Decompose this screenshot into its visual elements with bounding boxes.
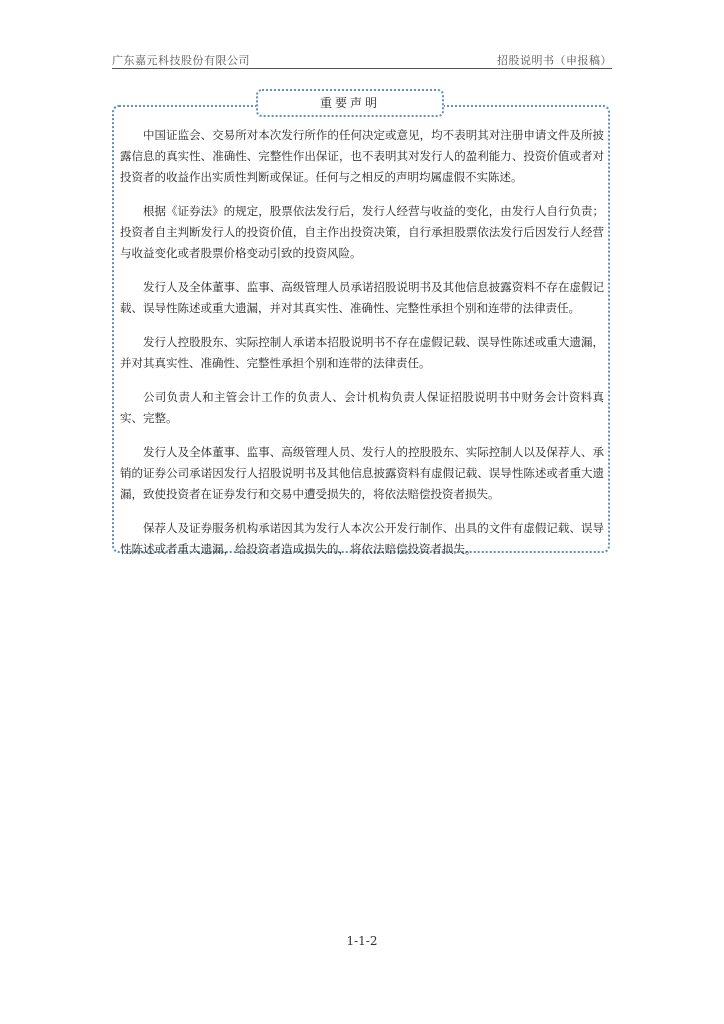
notice-paragraph: 根据《证券法》的规定，股票依法发行后，发行人经营与收益的变化，由发行人自行负责；投资者自主判断发行人的投资价值，自主作出投资决策，自行承担股票依法发行后因发行人经营与收益变化或者股票价格变动引致的投资风险。 — [120, 204, 604, 260]
document-title: 招股说明书（申报稿） — [497, 54, 612, 67]
company-name: 广东嘉元科技股份有限公司 — [112, 54, 250, 67]
notice-paragraph: 保荐人及证券服务机构承诺因其为发行人本次公开发行制作、出具的文件有虚假记载、误导性陈述或者重大遗漏，给投资者造成损失的，将依法赔偿投资者损失。 — [120, 521, 604, 556]
notice-paragraph: 发行人及全体董事、监事、高级管理人员、发行人的控股股东、实际控制人以及保荐人、承销的证券公司承诺因发行人招股说明书及其他信息披露资料有虚假记载、误导性陈述或者重大遗漏，致使投资者在证券发行和交易中遭受损失的，将依法赔偿投资者损失。 — [120, 445, 604, 501]
page-header — [112, 50, 612, 69]
notice-paragraph: 发行人及全体董事、监事、高级管理人员承诺招股说明书及其他信息披露资料不存在虚假记载、误导性陈述或重大遗漏，并对其真实性、准确性、完整性承担个别和连带的法律责任。 — [120, 280, 604, 315]
notice-paragraph: 公司负责人和主管会计工作的负责人、会计机构负责人保证招股说明书中财务会计资料真实、完整。 — [120, 390, 604, 425]
notice-content — [120, 125, 604, 573]
notice-paragraph: 中国证监会、交易所对本次发行所作的任何决定或意见，均不表明其对注册申请文件及所披露信息的真实性、准确性、完整性作出保证，也不表明其对发行人的盈利能力、投资价值或者对投资者的收益作出实质性判断或保证。任何与之相反的声明均属虚假不实陈述。 — [120, 128, 604, 184]
notice-paragraph: 发行人控股股东、实际控制人承诺本招股说明书不存在虚假记载、误导性陈述或重大遗漏，并对其真实性、准确性、完整性承担个别和连带的法律责任。 — [120, 335, 604, 370]
notice-title: 重要声明 — [256, 89, 444, 117]
page-number: 1-1-2 — [346, 934, 378, 948]
